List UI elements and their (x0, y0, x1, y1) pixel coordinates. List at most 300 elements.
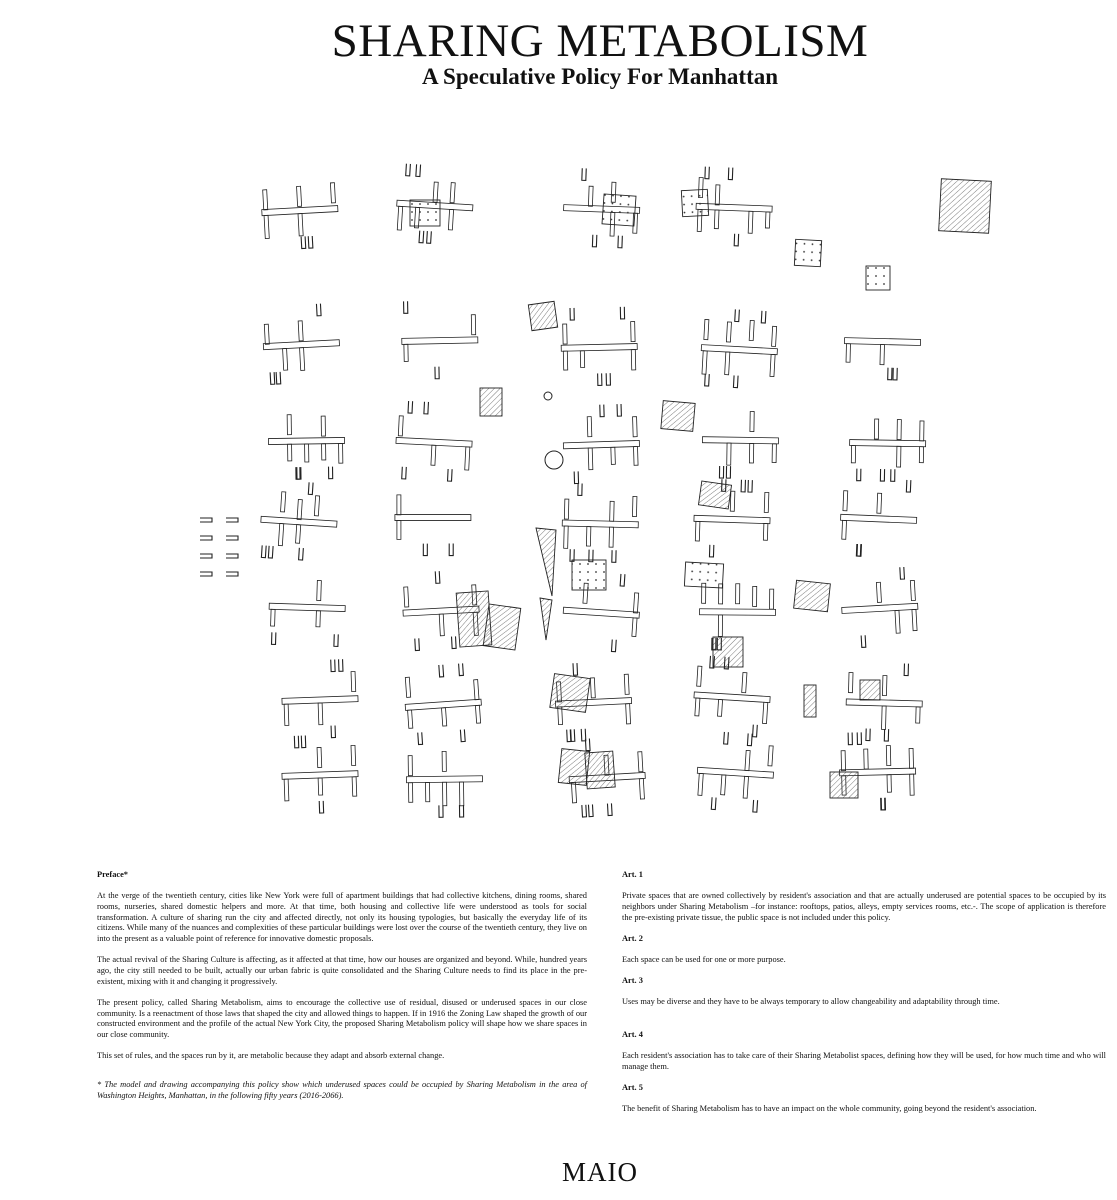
wing-outline (397, 521, 401, 540)
courtyard-outline (272, 632, 276, 644)
corridor-outline (697, 767, 773, 778)
wing-outline (726, 322, 731, 342)
courtyard-outline (884, 729, 888, 741)
wing-outline (439, 614, 444, 636)
wing-outline (283, 348, 288, 370)
courtyard-outline (866, 728, 870, 740)
wing-outline (475, 705, 480, 723)
corridor-outline (563, 607, 639, 618)
wing-outline (431, 445, 436, 465)
wing-outline (886, 746, 890, 766)
corridor-outline (701, 345, 777, 355)
courtyard-outline (861, 635, 866, 647)
courtyard-outline (728, 167, 732, 179)
dotted-shared-space (684, 562, 723, 588)
preface-column (97, 870, 587, 1112)
wing-outline (297, 499, 302, 519)
facade-marker (200, 554, 212, 558)
wing-outline (408, 756, 412, 776)
building-block (839, 731, 917, 811)
courtyard-outline (893, 368, 897, 380)
building-block (844, 338, 921, 381)
wing-outline (730, 491, 735, 511)
courtyard-outline (424, 402, 429, 414)
wing-outline (397, 495, 401, 515)
courtyard-outline (753, 800, 758, 812)
courtyard-outline (329, 467, 333, 479)
wing-outline (297, 186, 302, 206)
wing-outline (564, 526, 569, 548)
preface-paragraph-1: At the verge of the twentieth century, cities like New York were full of apartment buildings that had collective kitchens, dining rooms, shared rooms, nurseries, shared domestic helpers and more. At that time, both housing and collective life were understood as tools for social transformation. A culture of sharing run the city and affected directly, not only its housing typologies, but basically the everyday life of its citizens. While many of the nuances and complexities of these particular buildings were lost over the course of the twentieth century, they live on into the present as a valuable point of reference for innovative domestic proposals. (97, 891, 587, 944)
courtyard-outline (316, 304, 321, 316)
author-signature: MAIO (562, 1157, 638, 1187)
courtyard-outline (308, 236, 313, 248)
article-1-text: Private spaces that are owned collectively by resident's association and that are actually underused are potential spaces to be occupied by its neighbors under Sharing Metabolism –for instance: rooftops, patios, alleys, empty services rooms, etc.-. The scope of application is therefore the pre-existing private tissue, the public space is not included under this policy. (622, 891, 1106, 922)
courtyard-outline (906, 480, 910, 492)
wing-outline (632, 496, 636, 516)
wing-outline (264, 324, 269, 344)
corridor-outline (841, 514, 917, 523)
courtyard-outline (735, 309, 740, 321)
courtyard-outline (598, 373, 602, 385)
wing-outline (316, 611, 320, 627)
courtyard-outline (588, 804, 593, 816)
corridor-outline (261, 516, 337, 527)
building-block (845, 662, 923, 742)
hatched-shared-space (536, 528, 556, 596)
wing-outline (317, 747, 322, 767)
article-3-heading: Art. 3 (622, 976, 643, 986)
courtyard-outline (724, 732, 729, 744)
wing-outline (580, 351, 584, 368)
corridor-outline (702, 437, 778, 444)
wing-outline (322, 444, 326, 460)
courtyard-outline (427, 231, 432, 243)
courtyard-outline (582, 805, 587, 817)
wing-outline (715, 185, 720, 205)
wing-outline (638, 752, 643, 772)
wing-outline (864, 749, 868, 769)
wing-outline (702, 351, 707, 374)
building-block (403, 662, 484, 745)
building-block (261, 303, 341, 385)
courtyard-outline (308, 482, 313, 494)
wing-outline (433, 182, 438, 202)
wing-outline (442, 751, 446, 771)
wing-outline (633, 447, 638, 466)
dotted-shared-space (794, 239, 821, 266)
corridor-outline (268, 437, 344, 444)
articles-column (622, 870, 1106, 1126)
wing-outline (590, 678, 595, 698)
wing-outline (762, 702, 767, 723)
wing-outline (465, 447, 470, 470)
wing-outline (298, 213, 303, 235)
wing-outline (841, 751, 845, 771)
courtyard-outline (459, 663, 464, 675)
rotunda-outline (545, 451, 563, 469)
wing-outline (339, 443, 343, 463)
courtyard-outline (891, 469, 895, 481)
preface-paragraph-2: The actual revival of the Sharing Culture is affecting, as it affected at that time, how our houses are organized and beyond. While, hundred years ago, the city still needed to be built, actually our urban fabric is quite consolidated and the Sharing Culture needs to find its place in the pre-existent, mixing with it and changing it progressively. (97, 955, 587, 986)
wing-outline (404, 344, 408, 361)
hatched-shared-space (860, 680, 880, 700)
wing-outline (770, 589, 774, 609)
courtyard-outline (448, 469, 453, 481)
hatched-shared-space (550, 674, 590, 713)
courtyard-outline (582, 168, 586, 180)
wing-outline (768, 746, 773, 766)
wing-outline (563, 351, 567, 370)
courtyard-outline (880, 469, 884, 481)
building-block (394, 400, 474, 482)
wing-outline (330, 183, 335, 203)
wing-outline (725, 352, 730, 375)
courtyard-outline (459, 805, 463, 817)
courtyard-outline (419, 231, 424, 243)
courtyard-outline (618, 236, 622, 248)
courtyard-outline (449, 544, 453, 556)
wing-outline (920, 421, 924, 441)
wing-outline (912, 609, 917, 630)
wing-outline (736, 584, 740, 604)
courtyard-outline (416, 164, 421, 176)
courtyard-outline (748, 480, 752, 492)
courtyard-outline (460, 729, 465, 741)
wing-outline (288, 444, 292, 461)
courtyard-outline (620, 574, 625, 586)
courtyard-outline (592, 235, 596, 247)
article-4-heading: Art. 4 (622, 1030, 643, 1040)
facade-marker (200, 572, 212, 576)
corridor-outline (262, 206, 338, 216)
wing-outline (564, 499, 568, 519)
courtyard-outline (574, 471, 578, 483)
wing-outline (897, 420, 901, 440)
wing-outline (587, 417, 592, 437)
wing-outline (397, 206, 402, 230)
hatched-shared-space (585, 751, 615, 789)
wing-outline (764, 492, 769, 512)
wing-outline (743, 776, 748, 798)
wing-outline (909, 748, 913, 768)
wing-outline (448, 209, 453, 230)
courtyard-outline (747, 733, 752, 745)
dotted-shared-space (410, 200, 440, 226)
wing-outline (296, 525, 301, 544)
wing-outline (763, 524, 768, 541)
facade-marker (226, 572, 238, 576)
wing-outline (698, 773, 703, 795)
hatched-shared-space (540, 598, 552, 640)
wing-outline (563, 324, 567, 344)
wing-outline (848, 673, 853, 693)
courtyard-outline (408, 401, 413, 413)
wing-outline (750, 412, 754, 432)
building-block (406, 751, 483, 818)
corridor-outline (694, 515, 770, 523)
wing-outline (426, 782, 430, 801)
wing-outline (695, 521, 700, 541)
wing-outline (352, 777, 357, 796)
facade-marker (200, 518, 212, 522)
courtyard-outline (578, 483, 582, 495)
building-block (261, 183, 340, 251)
courtyard-outline (705, 374, 710, 386)
shared-spaces (410, 179, 991, 798)
wing-outline (408, 710, 413, 728)
courtyard-outline (402, 467, 407, 479)
preface-heading: Preface* (97, 870, 128, 879)
wing-outline (846, 344, 850, 363)
courtyard-outline (301, 236, 306, 248)
wing-outline (409, 783, 413, 803)
wing-outline (633, 417, 638, 437)
wing-outline (897, 446, 901, 467)
courtyard-outline (452, 636, 457, 648)
wing-outline (318, 703, 323, 725)
facade-marker (226, 518, 238, 522)
wing-outline (287, 415, 291, 435)
wing-outline (721, 775, 726, 795)
courtyard-outline (709, 545, 713, 557)
courtyard-outline (719, 466, 723, 478)
corridor-outline (561, 344, 637, 352)
courtyard-outline (319, 801, 323, 813)
wing-outline (609, 527, 613, 547)
wing-outline (851, 446, 855, 463)
wing-outline (281, 492, 286, 512)
wing-outline (611, 447, 616, 464)
courtyard-outline (570, 549, 574, 561)
wing-outline (882, 676, 887, 696)
courtyard-outline (900, 567, 905, 579)
wing-outline (633, 593, 638, 613)
dotted-shared-space (866, 266, 890, 290)
courtyard-outline (331, 725, 335, 737)
wing-outline (880, 344, 884, 364)
wing-outline (558, 707, 563, 725)
courtyard-outline (423, 544, 427, 556)
building-block (395, 495, 471, 556)
wing-outline (351, 745, 356, 765)
courtyard-outline (339, 659, 343, 671)
courtyard-outline (741, 480, 745, 492)
courtyard-outline (331, 659, 335, 671)
wing-outline (631, 350, 635, 370)
wing-outline (586, 527, 590, 547)
wing-outline (772, 326, 777, 346)
courtyard-outline (299, 548, 304, 560)
corridor-outline (402, 337, 478, 345)
courtyard-outline (606, 373, 610, 385)
wing-outline (474, 680, 479, 700)
courtyard-outline (406, 164, 411, 176)
hatched-shared-space (804, 685, 816, 717)
wing-outline (697, 666, 702, 686)
wing-outline (745, 750, 750, 770)
preface-footnote: * The model and drawing accompanying this policy show which underused spaces could be occupied by Sharing Metabolism in the area of Washington Heights, Manhattan, in the following fifty years (2016-2066). (97, 1079, 587, 1100)
wing-outline (877, 493, 882, 513)
wing-outline (442, 708, 447, 726)
courtyard-outline (857, 732, 861, 744)
wing-outline (772, 444, 776, 463)
wing-outline (571, 782, 576, 803)
courtyard-outline (435, 367, 439, 379)
courtyard-outline (733, 375, 738, 387)
poster-subtitle: A Speculative Policy For Manhattan (421, 64, 779, 89)
hatched-shared-space (830, 772, 858, 798)
wing-outline (843, 491, 848, 511)
corridor-outline (842, 603, 918, 613)
courtyard-outline (270, 372, 275, 384)
corridor-outline (563, 440, 639, 448)
wing-outline (765, 212, 770, 228)
courtyard-outline (612, 550, 616, 562)
wing-outline (749, 320, 754, 340)
hatched-shared-space (939, 179, 992, 234)
wing-outline (460, 782, 464, 806)
courtyard-outline (415, 638, 420, 650)
corridor-outline (562, 520, 638, 528)
courtyard-outline (435, 571, 440, 583)
building-block (561, 483, 639, 563)
wing-outline (718, 699, 723, 716)
courtyard-outline (607, 803, 612, 815)
dotted-shared-space (681, 189, 708, 216)
corridor-outline (269, 603, 345, 611)
courtyard-outline (857, 469, 861, 481)
wing-outline (632, 618, 637, 637)
dotted-shared-space (572, 560, 606, 590)
wing-outline (626, 704, 631, 724)
wing-outline (588, 186, 593, 206)
wing-outline (314, 496, 319, 516)
corridor-outline (405, 699, 481, 710)
building-block (839, 477, 918, 558)
wing-outline (876, 582, 881, 602)
wing-outline (727, 443, 731, 465)
wing-outline (443, 782, 447, 806)
wing-outline (284, 779, 289, 801)
facade-marker (226, 536, 238, 540)
wing-outline (887, 775, 891, 793)
courtyard-outline (726, 466, 730, 478)
courtyard-outline (617, 404, 621, 416)
wing-outline (450, 183, 455, 203)
courtyard-outline (734, 234, 738, 246)
corridor-outline (700, 609, 776, 616)
article-4-text: Each resident's association has to take care of their Sharing Metabolist spaces, defining how they will be used, for how much time and who will manage them. (622, 1051, 1106, 1072)
building-block (259, 479, 340, 562)
building-block (268, 414, 345, 480)
building-block (268, 579, 346, 647)
building-block (401, 300, 479, 380)
wing-outline (895, 610, 900, 633)
hatched-shared-space (528, 301, 557, 330)
courtyard-outline (439, 665, 444, 677)
courtyard-outline (301, 735, 305, 747)
wing-outline (882, 706, 887, 730)
wing-outline (284, 704, 289, 725)
facade-marker (226, 554, 238, 558)
courtyard-outline (620, 307, 624, 319)
hatched-shared-space (698, 481, 731, 509)
wing-outline (919, 447, 923, 463)
wing-outline (305, 444, 309, 462)
wing-outline (695, 698, 700, 716)
hatched-shared-space (794, 580, 831, 611)
wing-outline (278, 523, 283, 545)
building-block (560, 307, 638, 387)
wing-outline (321, 416, 325, 436)
courtyard-outline (600, 405, 604, 417)
wing-outline (263, 190, 268, 210)
building-block (702, 411, 779, 479)
wing-outline (748, 211, 753, 233)
courtyard-outline (848, 733, 852, 745)
wing-outline (317, 580, 322, 600)
wing-outline (753, 586, 757, 606)
courtyard-outline (334, 634, 338, 646)
courtyard-outline (294, 736, 298, 748)
courtyard-outline (711, 797, 716, 809)
wing-outline (704, 319, 709, 339)
building-block (281, 659, 360, 740)
courtyard-outline (276, 372, 281, 384)
preface-paragraph-3: The present policy, called Sharing Metabolism, aims to encourage the collective use of residual, disused or underused spaces in our close community. Is a reenactment of those laws that shaped the city and allowed things to happen. If in 1916 the Zoning Law shaped the growth of our constructed environment and the profile of the actual New York City, the proposed Sharing Metabolism policy will shape how we share spaces in our close community. (97, 997, 587, 1039)
wing-outline (405, 677, 410, 697)
wing-outline (298, 321, 303, 341)
preface-paragraph-4: This set of rules, and the spaces run by it, are metabolic because they adapt and absorb external change. (97, 1051, 445, 1061)
wing-outline (398, 416, 403, 436)
courtyard-outline (418, 732, 423, 744)
building-block (562, 403, 640, 483)
courtyard-outline (570, 308, 574, 320)
facade-marker (200, 536, 212, 540)
wing-outline (471, 315, 475, 335)
wing-outline (770, 354, 775, 376)
corridor-outline (395, 515, 471, 521)
wing-outline (714, 210, 719, 229)
wing-outline (264, 215, 269, 238)
article-2-heading: Art. 2 (622, 933, 643, 943)
courtyard-outline (753, 725, 758, 737)
site-plan-drawing (0, 160, 1117, 820)
hatched-shared-space (713, 637, 743, 667)
wing-outline (874, 419, 878, 439)
courtyard-outline (573, 663, 578, 675)
wing-outline (271, 609, 276, 626)
building-block (699, 308, 779, 390)
courtyard-outline (761, 311, 766, 323)
article-3-text: Uses may be diverse and they have to be always temporary to allow changeability and adaptability through time. (622, 997, 1000, 1007)
corridor-outline (694, 692, 770, 703)
wing-outline (318, 778, 323, 795)
building-block (281, 734, 360, 815)
wing-outline (639, 779, 644, 800)
wing-outline (404, 587, 409, 607)
wing-outline (742, 673, 747, 693)
article-2-text: Each space can be used for one or more purpose. (622, 955, 786, 965)
article-5-text: The benefit of Sharing Metabolism has to have an impact on the whole community, going beyond the resident's association. (622, 1104, 1037, 1114)
wing-outline (842, 520, 847, 539)
article-1-heading: Art. 1 (622, 870, 643, 879)
building-block (840, 566, 920, 648)
courtyard-outline (439, 805, 443, 817)
corridor-outline (850, 440, 926, 447)
courtyard-outline (904, 663, 908, 675)
